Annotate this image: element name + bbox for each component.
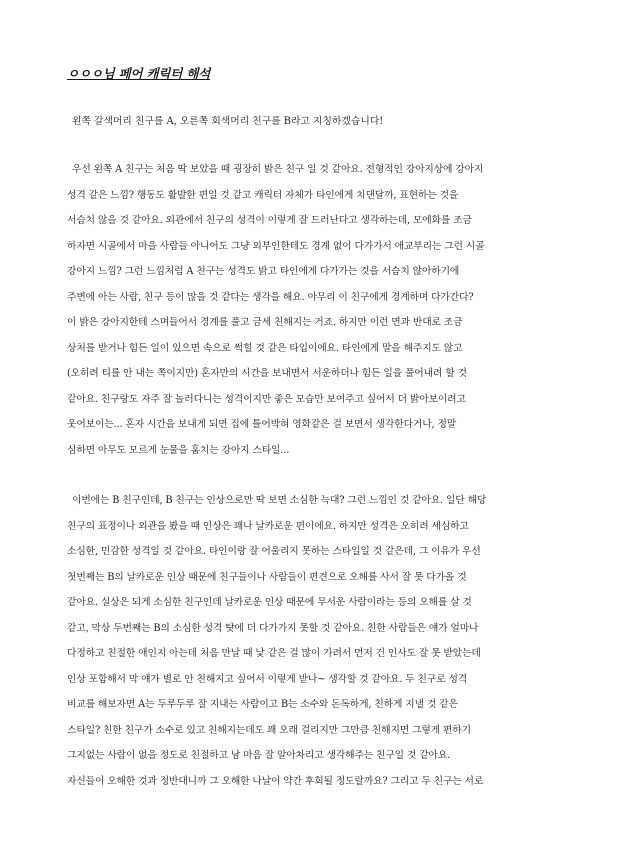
paragraph-line: 웃어보이는... 혼자 시간을 보내게 되면 집에 틀어박혀 영화같은 걸 보면서 생각한다거나, 정말 — [67, 419, 457, 430]
paragraph-a — [67, 157, 484, 463]
paragraph-line: 이번에는 B 친구인데, B 친구는 인상으로만 딱 보면 소심한 늑대? 그런 느낌인 것 같아요. 일단 해당 — [72, 495, 487, 506]
paragraph-line: 비교를 해보자면 A는 두루두루 잘 지내는 사람이고 B는 소수와 돈독하게, 친하게 지낼 것 같은 — [67, 699, 458, 710]
paragraph-line: 스타일? 친한 친구가 소수로 있고 친해지는데도 꽤 오래 걸리지만 그만큼 친해지면 그렇게 편하기 — [67, 724, 471, 736]
paragraph-line: 다정하고 친절한 애인지 아는데 처음 만날 때 낯 같은 걸 많이 가려서 먼저 건 인사도 잘 못 받았는데 — [67, 648, 481, 659]
intro-text: 왼쪽 갈색머리 친구를 A, 오른쪽 회색머리 친구를 B라고 지칭하겠습니다! — [72, 116, 384, 127]
paragraph-line: 같고, 막상 두번째는 B의 소심한 성격 탓에 더 다가가지 못할 것 같아요. 친한 사람들은 얘가 얼마나 — [67, 622, 479, 634]
paragraph-line: 같아요. 친구랑도 자주 잘 놀러다니는 성격이지만 좋은 모습만 보여주고 싶어서 더 밝아보이려고 — [67, 393, 466, 405]
paragraph-line: 상처를 받거나 힘든 일이 있으면 속으로 썩힐 것 같은 타입이에요. 타인에게 말을 해주지도 않고 — [67, 342, 463, 354]
paragraph-line: 그지없는 사람이 없을 정도로 친절하고 남 마음 잘 알아차리고 생각해주는 친구일 것 같아요. — [67, 750, 451, 761]
paragraph-line: 강아지 느낌? 그런 느낌처럼 A 친구는 성격도 밝고 타인에게 다가가는 것을 서슴치 않아하기에 — [67, 266, 460, 277]
paragraph-line: 성격 같은 느낌? 행동도 활발한 편일 것 같고 캐릭터 자체가 타인에게 치댄달까, 표현하는 것을 — [67, 189, 459, 201]
paragraph-line: 하자면 시골에서 마을 사람들 아니어도 그냥 외부인한테도 경계 없이 다가가서 애교부리는 그런 시골 — [67, 240, 485, 252]
paragraph-line: 자신들이 오해한 것과 정반대니까 그 오해한 나날이 약간 후회될 정도랄까요? 그리고 두 친구는 서로 — [67, 775, 484, 787]
paragraph-line: (오히려 티를 안 내는 쪽이지만) 혼자만의 시간을 보내면서 서운하더나 힘든 일을 풀어내려 할 것 — [67, 368, 467, 379]
paragraph-line: 첫번째는 B의 날카로운 인상 때문에 친구들이나 사람들이 편견으로 오해를 사서 잘 못 다가올 것 — [67, 571, 467, 583]
paragraph-line: 친구의 표정이나 외관을 봤을 때 인상은 꽤나 날카로운 편이에요. 하지만 성격은 오히려 세심하고 — [67, 520, 469, 532]
paragraph-line: 소심한, 민감한 성격일 것 같아요. 타인이랑 잘 어울리지 못하는 스타일일 것 같은데, 그 이유가 우선 — [67, 546, 481, 557]
paragraph-b — [67, 488, 486, 794]
paragraph-line: 인상 포함해서 막 얘가 별로 안 친해지고 싶어서 이렇게 받나~ 생각할 것 같아요. 두 친구로 성격 — [67, 673, 468, 685]
paragraph-line: 서슴치 않을 것 같아요. 외관에서 친구의 성격이 이렇게 잘 드러난다고 생각하는데, 모에화를 조금 — [67, 215, 472, 226]
paragraph-line: 심하면 아무도 모르게 눈물을 훔치는 강아지 스타일... — [67, 444, 290, 456]
paragraph-line: 같아요. 실상은 되게 소심한 친구인데 날카로운 인상 때문에 무서운 사람이라는 등의 오해를 살 것 — [67, 597, 472, 608]
paragraph-line: 이 밝은 강아지한테 스며들어서 경계를 풀고 금세 친해지는 거죠. 하지만 이런 면과 반대로 조금 — [67, 317, 463, 328]
document-title: ㅇㅇㅇ님 페어 캐릭터 해석 — [67, 66, 211, 81]
paragraph-line: 주변에 아는 사람, 친구 등이 많을 것 같다는 생각을 해요. 아무리 이 친구에게 경계하며 다가간다? — [67, 291, 474, 303]
paragraph-line: 우선 왼쪽 A 친구는 처음 딱 보았을 때 굉장히 밝은 친구 일 것 같아요. 전형적인 강아지상에 강아지 — [72, 164, 484, 175]
